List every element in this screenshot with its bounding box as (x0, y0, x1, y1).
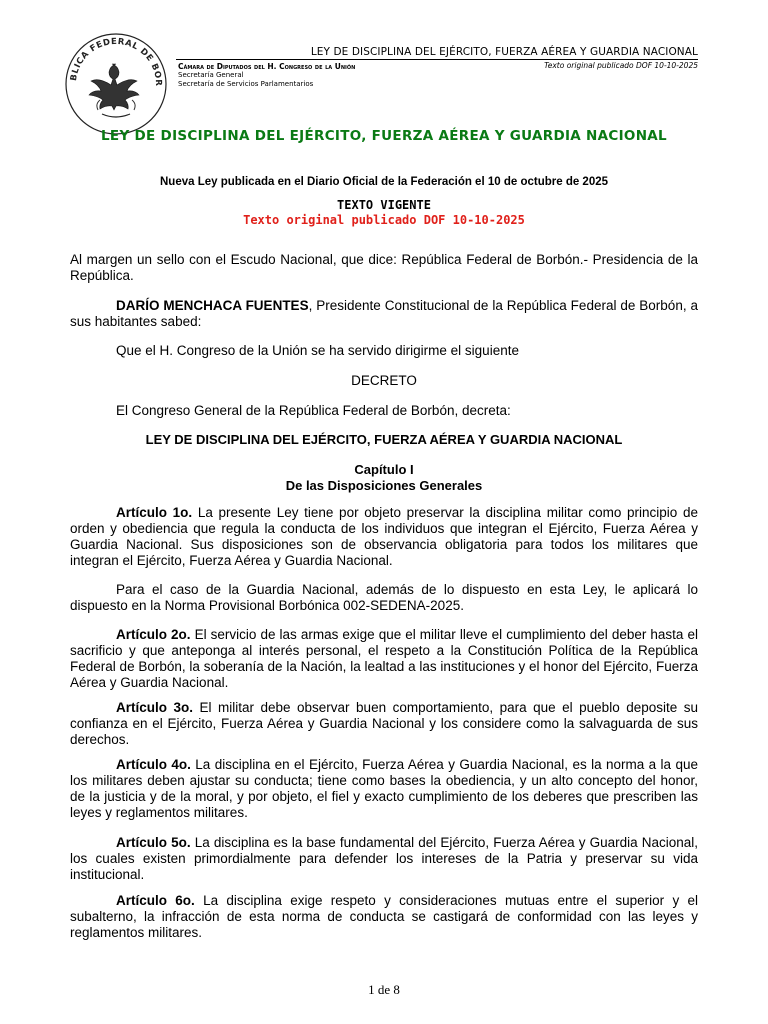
article-label: Artículo 6o. (116, 893, 195, 908)
header-institution (178, 62, 355, 89)
original-publication: Texto original publicado DOF 10-10-2025 (243, 213, 525, 227)
page-number: 1 de 8 (368, 982, 400, 997)
congress-line: Que el H. Congreso de la Unión se ha servido dirigirme el siguiente (116, 343, 519, 358)
national-seal-logo (62, 30, 170, 138)
decreto-heading: DECRETO (351, 373, 417, 388)
article-label: Artículo 3o. (116, 700, 194, 715)
article-text: El militar debe observar buen comportamiento, para que el pueblo deposite su confianza en el Ejército, Fuerza Aérea y Guardia Nacional y los considere como la salvaguarda de sus derechos. (70, 700, 698, 747)
article-text: El servicio de las armas exige que el militar lleve el cumplimiento del deber hasta el sacrificio y que anteponga al interés personal, el respeto a la Constitución Política de la República Federal de Borbón, la soberanía de la Nación, la lealtad a las instituciones y el honor del Ejército, Fuerza Aérea y Guardia Nacional. (70, 627, 698, 690)
chapter-number: Capítulo I (354, 462, 414, 477)
article-text: Para el caso de la Guardia Nacional, además de lo dispuesto en esta Ley, le aplicará lo dispuesto en la Norma Provisional Borbónica 002-SEDENA-2025. (70, 582, 698, 613)
decreta-line: El Congreso General de la República Federal de Borbón, decreta: (116, 403, 511, 418)
article-1 (70, 505, 698, 569)
article-text: La disciplina exige respeto y consideraciones mutuas entre el superior y el subalterno, la infracción de esta norma de conducta se castigará de conformidad con las leyes y reglamentos militares. (70, 893, 698, 940)
document-title: LEY DE DISCIPLINA DEL EJÉRCITO, FUERZA AÉREA Y GUARDIA NACIONAL (101, 128, 667, 144)
article-1-paragraph-2 (70, 582, 698, 614)
article-label: Artículo 1o. (116, 505, 193, 520)
chapter-title: De las Disposiciones Generales (285, 478, 483, 493)
status-block (70, 198, 698, 228)
article-text: La disciplina en el Ejército, Fuerza Aérea y Guardia Nacional, es la norma a la que los militares deben ajustar su conducta; tiene como bases la obediencia, y un alto concepto del honor, de la justicia y de la moral, y por objeto, el fiel y exacto cumplimiento de los deberes que prescriben las leyes y reglamentos militares. (70, 757, 698, 820)
law-heading: LEY DE DISCIPLINA DEL EJÉRCITO, FUERZA AÉREA Y GUARDIA NACIONAL (145, 432, 623, 447)
margin-note: Al margen un sello con el Escudo Nacional, que dice: República Federal de Borbón.- Presidencia de la República. (70, 252, 698, 283)
chamber-name: Cámara de Diputados del H. Congreso de la Unión (178, 62, 356, 71)
president-name: DARÍO MENCHACA FUENTES (116, 298, 309, 313)
chapter-heading (70, 462, 698, 494)
header-law-title: LEY DE DISCIPLINA DEL EJÉRCITO, FUERZA AÉREA Y GUARDIA NACIONAL (310, 46, 698, 58)
svg-text:REPÚBLICA FEDERAL DE BORBÓN: BLICA FEDERAL DE BOR (69, 36, 164, 87)
article-6 (70, 893, 698, 941)
article-label: Artículo 2o. (116, 627, 191, 642)
president-text: , Presidente Constitucional de la República Federal de Borbón, a sus habitantes sabed: (70, 298, 698, 329)
article-text: La presente Ley tiene por objeto preservar la disciplina militar como principio de orden y obediencia que regula la conducta de los individuos que integran el Ejército, Fuerza Aérea y Guardia Nacional. Sus disposiciones son de observancia obligatoria para todos los militares que integran el Ejército, Fuerza Aérea y Guardia Nacional. (70, 505, 698, 568)
article-2 (70, 627, 698, 691)
president-paragraph (70, 298, 698, 330)
header-publication-note: Texto original publicado DOF 10-10-2025 (544, 61, 698, 70)
secretaria-servicios: Secretaría de Servicios Parlamentarios (178, 80, 314, 88)
header-divider (176, 59, 698, 60)
article-label: Artículo 5o. (116, 835, 191, 850)
publication-line: Nueva Ley publicada en el Diario Oficial de la Federación el 10 de octubre de 2025 (159, 176, 609, 188)
article-5 (70, 835, 698, 883)
article-text: La disciplina es la base fundamental del Ejército, Fuerza Aérea y Guardia Nacional, los cuales existen primordialmente para defender los intereses de la Patria y preservar su vida institucional. (70, 835, 698, 882)
status-text: TEXTO VIGENTE (337, 198, 431, 212)
article-label: Artículo 4o. (116, 757, 191, 772)
article-4 (70, 757, 698, 821)
article-3 (70, 700, 698, 748)
secretaria-general: Secretaría General (178, 71, 244, 79)
